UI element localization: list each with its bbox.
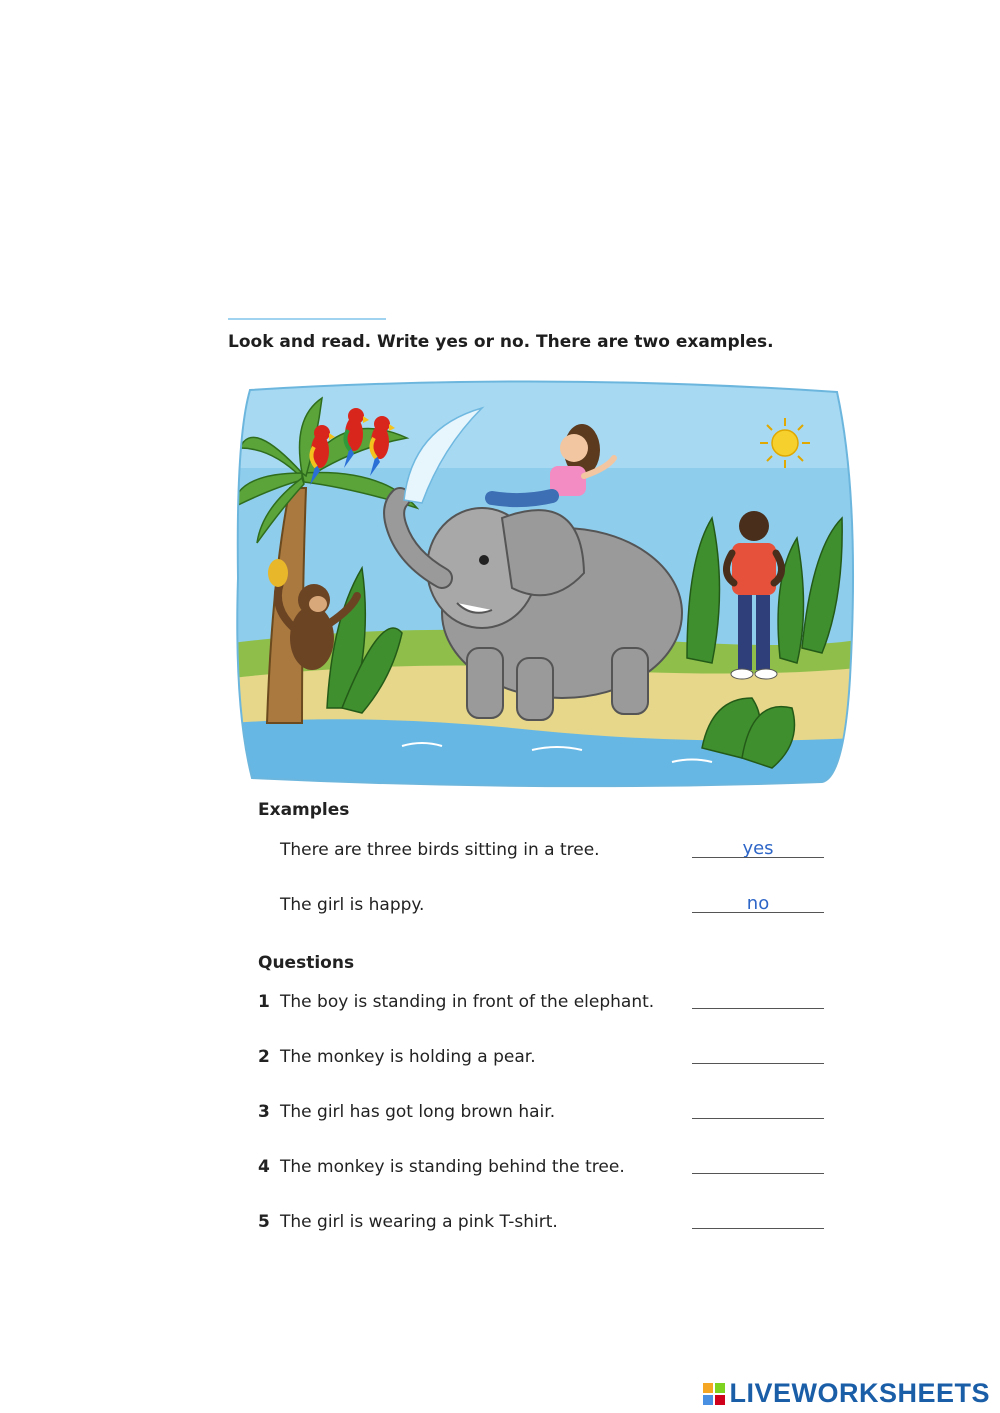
example-1-sentence: There are three birds sitting in a tree.	[280, 840, 600, 860]
brand-name: LIVEWORKSHEETS	[729, 1378, 990, 1408]
example-1-answer: yes	[742, 838, 774, 859]
question-5-answer-line[interactable]	[692, 1228, 824, 1229]
question-5-number: 5	[258, 1212, 270, 1232]
question-2-sentence: The monkey is holding a pear.	[280, 1047, 536, 1067]
logo-tile-icon	[703, 1383, 725, 1405]
question-1-number: 1	[258, 992, 270, 1012]
question-2-number: 2	[258, 1047, 270, 1067]
jungle-illustration	[232, 378, 857, 788]
example-2-answer: no	[746, 893, 770, 914]
question-3-answer-line[interactable]	[692, 1118, 824, 1119]
examples-heading: Examples	[258, 800, 350, 820]
example-1-answer-line	[692, 857, 824, 858]
question-4-number: 4	[258, 1157, 270, 1177]
example-2-sentence: The girl is happy.	[280, 895, 425, 915]
logo-tile	[715, 1395, 725, 1405]
top-rule	[228, 318, 386, 320]
question-3-number: 3	[258, 1102, 270, 1122]
logo-tile	[703, 1395, 713, 1405]
sun	[760, 418, 810, 468]
pineapple	[268, 559, 288, 587]
logo-tile	[703, 1383, 713, 1393]
liveworksheets-logo	[703, 1378, 990, 1409]
logo-tile	[715, 1383, 725, 1393]
instruction-text: Look and read. Write yes or no. There are two examples.	[228, 332, 774, 352]
question-1-sentence: The boy is standing in front of the elephant.	[280, 992, 655, 1012]
question-4-sentence: The monkey is standing behind the tree.	[280, 1157, 625, 1177]
question-5-sentence: The girl is wearing a pink T-shirt.	[280, 1212, 558, 1232]
question-3-sentence: The girl has got long brown hair.	[280, 1102, 556, 1122]
example-2-answer-line	[692, 912, 824, 913]
questions-heading: Questions	[258, 953, 355, 973]
question-2-answer-line[interactable]	[692, 1063, 824, 1064]
question-4-answer-line[interactable]	[692, 1173, 824, 1174]
question-1-answer-line[interactable]	[692, 1008, 824, 1009]
